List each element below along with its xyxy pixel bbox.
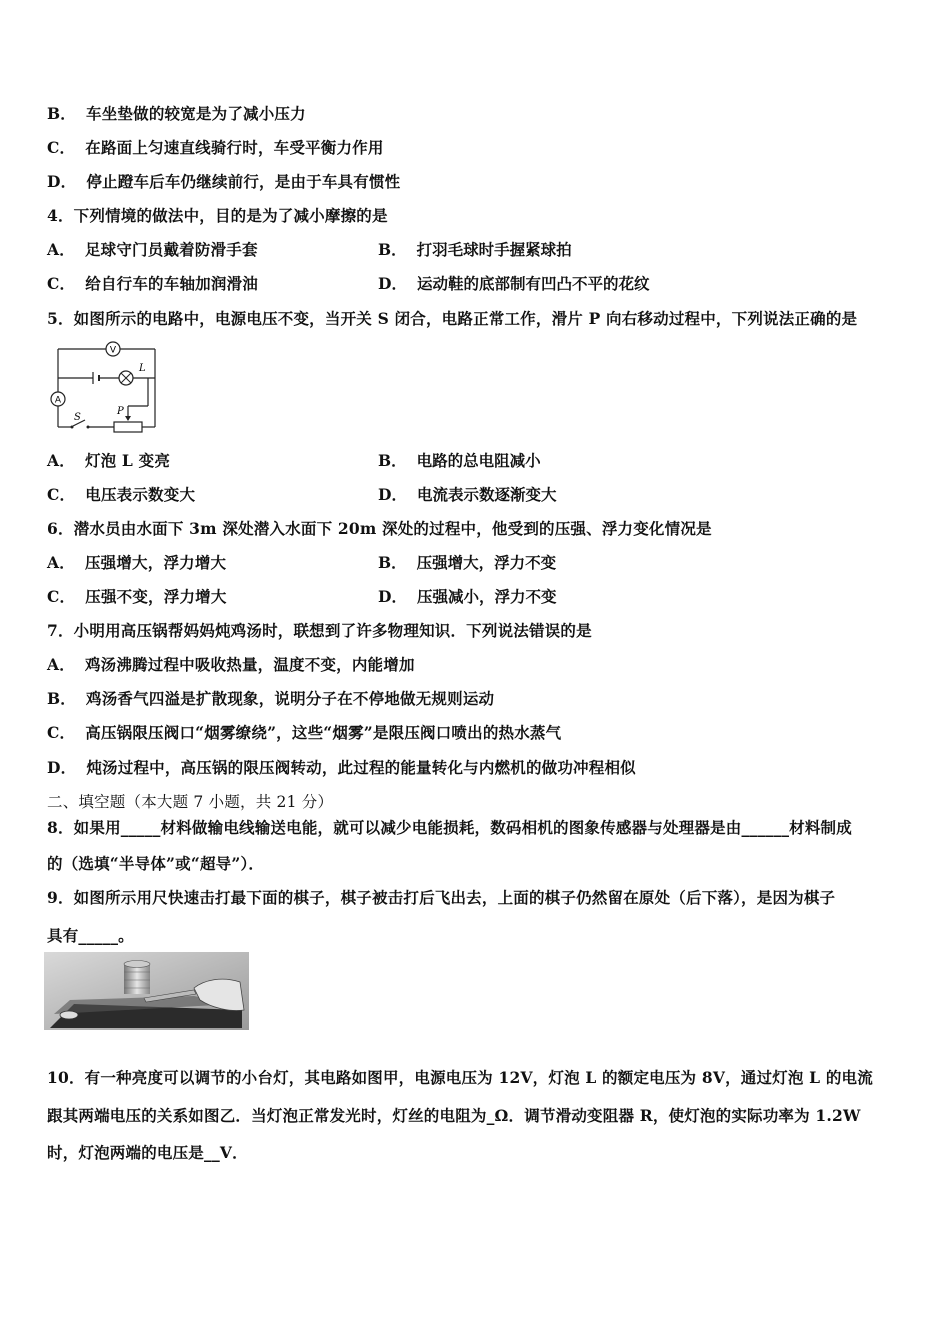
switch-label: S [74,412,81,423]
q5-stem: 5．如图所示的电路中，电源电压不变，当开关 S 闭合，电路正常工作，滑片 P 向右移动过程中，下列说法正确的是 [47,309,858,328]
option-text: 停止蹬车后车仍继续前行，是由于车具有惯性 [86,172,401,191]
option-text: 车坐垫做的较宽是为了减小压力 [86,104,306,123]
switch-contact [71,426,74,429]
ammeter-label: A [54,395,62,406]
option-label: A． [47,553,75,572]
option-label: A． [47,240,75,259]
option-text: 鸡汤沸腾过程中吸收热量，温度不变，内能增加 [84,655,415,674]
q6-option-b [378,551,556,573]
option-label: B． [378,553,407,572]
slider-label: P [117,406,124,417]
q10-line1: 10．有一种亮度可以调节的小台灯，其电路如图甲，电源电压为 12V，灯泡 L 的额定电压为 8V，通过灯泡 L 的电流 [47,1068,873,1087]
option-text: 压强增大，浮力增大 [84,553,227,572]
q4-option-d [378,272,649,294]
q3-option-b [47,102,306,124]
q7-option-c [47,721,561,743]
option-text: 高压锅限压阀口“烟雾缭绕”，这些“烟雾”是限压阀口喷出的热水蒸气 [85,723,562,742]
q9-line1: 9．如图所示用尺快速击打最下面的棋子，棋子被击打后飞出去，上面的棋子仍然留在原处（后下落），是因为棋子 [47,888,836,907]
option-label: D． [47,172,77,191]
option-text: 鸡汤香气四溢是扩散现象，说明分子在不停地做无规则运动 [86,689,495,708]
q5-option-d [378,483,556,505]
option-text: 电路的总电阻减小 [416,451,541,470]
option-label: B． [378,451,407,470]
slider-arrow [125,416,131,421]
option-label: D． [378,274,407,293]
option-label: B． [378,240,407,259]
option-text: 运动鞋的底部制有凹凸不平的花纹 [416,274,650,293]
option-label: A． [47,451,75,470]
option-label: C． [47,274,76,293]
q8-line1: 8．如果用_____材料做输电线输送电能，就可以减少电能损耗，数码相机的图象传感器与处理器是由______材料制成 [47,818,852,837]
q6-option-d [378,585,556,607]
q4-option-b [378,238,572,260]
option-text: 足球守门员戴着防滑手套 [84,240,258,259]
q3-option-c [47,136,384,158]
circuit-diagram [44,340,170,436]
q4-option-c [47,272,258,294]
option-label: C． [47,723,76,742]
q6-stem: 6．潜水员由水面下 3m 深处潜入水面下 20m 深处的过程中，他受到的压强、浮力变化情况是 [47,519,712,538]
chess-piece-photo [44,952,249,1030]
q7-option-b [47,687,494,709]
option-label: D． [47,758,77,777]
q3-option-d [47,170,400,192]
lamp-label: L [139,363,146,374]
section-title: 二、填空题（本大题 7 小题，共 21 分） [47,793,334,811]
option-label: C． [47,587,76,606]
q6-option-c [47,585,227,607]
q5-option-c [47,483,195,505]
q4-option-a [47,238,258,260]
ammeter [51,392,65,406]
option-label: D． [378,587,407,606]
option-label: B． [47,689,77,708]
option-label: B． [47,104,77,123]
option-text: 给自行车的车轴加润滑油 [85,274,258,293]
option-text: 压强减小，浮力不变 [416,587,557,606]
option-text: 压强增大，浮力不变 [416,553,557,572]
q10-line2: 跟其两端电压的关系如图乙．当灯泡正常发光时，灯丝的电阻为_Ω．调节滑动变阻器 R，使灯泡的实际功率为 1.2W [47,1106,861,1125]
q10-line3: 时，灯泡两端的电压是__V． [47,1143,248,1162]
option-text: 电压表示数变大 [85,485,196,504]
q5-option-a [47,449,170,471]
option-text: 压强不变，浮力增大 [85,587,227,606]
piece-stack [124,961,150,995]
q7-option-a [47,653,415,675]
option-text: 灯泡 L 变亮 [84,451,171,470]
q4-stem: 4．下列情境的做法中，目的是为了减小摩擦的是 [47,206,388,225]
option-label: C． [47,138,76,157]
q6-option-a [47,551,226,573]
option-text: 电流表示数逐渐变大 [416,485,557,504]
voltmeter-label: V [109,345,117,356]
q7-stem: 7．小明用高压锅帮妈妈炖鸡汤时，联想到了许多物理知识．下列说法错误的是 [47,621,592,640]
q8-line2: 的（选填“半导体”或“超导”）． [47,854,265,873]
q5-option-b [378,449,541,471]
switch-contact [87,426,90,429]
q9-line2: 具有_____。 [47,926,134,945]
q7-option-d [47,756,636,778]
option-label: A． [47,655,75,674]
lamp [119,363,146,385]
option-label: C． [47,485,76,504]
option-text: 在路面上匀速直线骑行时，车受平衡力作用 [85,138,384,157]
option-label: D． [378,485,407,504]
flying-piece [60,1011,78,1019]
option-text: 炖汤过程中，高压锅的限压阀转动，此过程的能量转化与内燃机的做功冲程相似 [86,758,636,777]
voltmeter [106,342,120,356]
option-text: 打羽毛球时手握紧球拍 [416,240,572,259]
